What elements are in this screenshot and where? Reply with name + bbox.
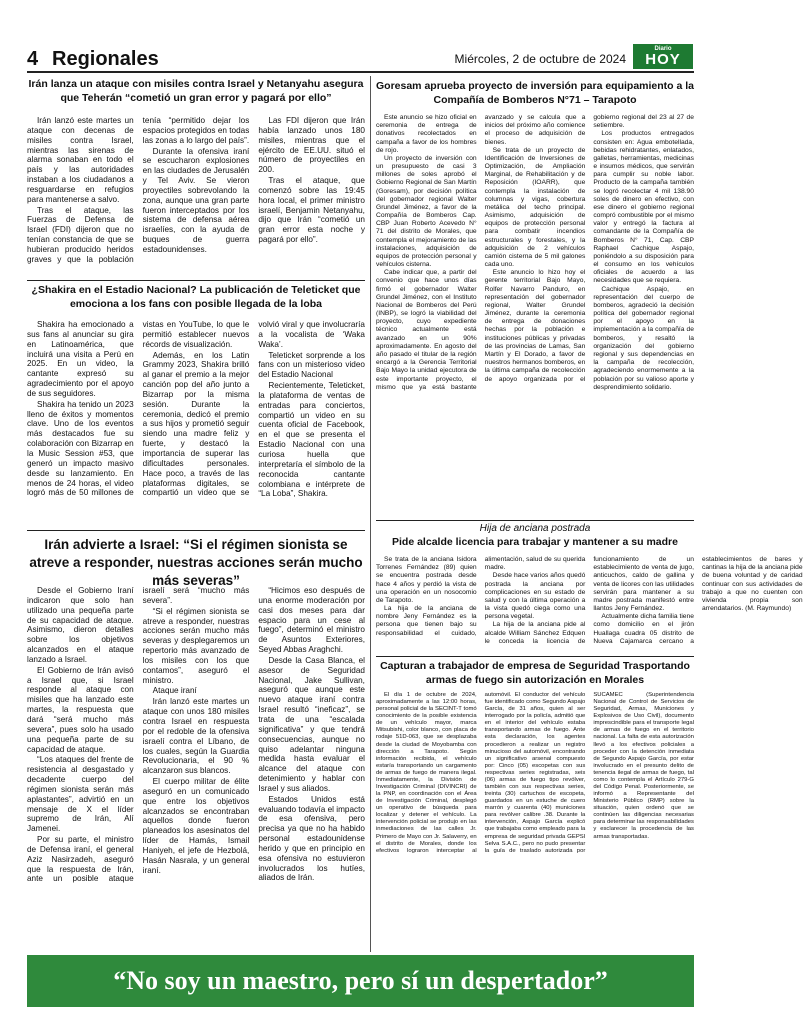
article4-headline: Goresam aprueba proyecto de inversión para equipamiento a la Compañía de Bomberos N°71 – Tarapoto — [376, 80, 695, 106]
article2-p4: Teleticket sorprende a los fans con un misterioso video del Estadio Nacional — [258, 350, 365, 380]
article4-p2: Un proyecto de inversión con un presupuesto de casi 3 millones de soles aprobó el Gobierno Regional de San Martín (Goresam), por decisión política del gobernador regional Walter Grundel Jiménez, a favor de la Compañía de Bomberos Cap. CBP Juan Roberto Acevedo N° 71 del distrito de Morales, que contempla el mejoramiento de las instalaciones, adquisición de equipos de protección personal y vehículos cisterna. — [376, 154, 477, 269]
article1-headline: Irán lanza un ataque con misiles contra Israel y Netanyahu asegura que Teherán “cometió un gran error y pagará por ello” — [28, 78, 364, 104]
article3-p11: Estados Unidos está evaluando todavía el impacto de esa ofensiva, pero precisa ya que no ha habido personal estadounidense herido y que en principio en esa ofensiva no estuvieron involucrados los hutíes, aliados de Irán. — [258, 794, 365, 883]
article5-headline: Pide alcalde licencia para trabajar y mantener a su madre — [392, 536, 678, 548]
article3-p9: “Hicimos eso después de una enorme moderación por casi dos meses para dar espacio para un cese al fuego”, determinó el ministro de Asuntos Exteriores, Seyed Abbas Araghchi. — [258, 586, 365, 655]
article4-p3: Cabe indicar que, a partir del convenio que hace unos días firmó el gobernador Walter Grundel Jiménez, con el Instituto Nacional de Bomberos del Perú (INBP), se logró la viabilidad del proyecto, cuyo expediente técnico actualmente está avanzado en un 90% aproximadamente. En agosto del año pasado el titular de la región encargó a la Gerencia Territorial Bajo Mayo la unidad ejecutora de este importante proyecto, el mismo que ya está bastante avanzado y se calcula que a inicios del próximo año comience el proceso de adquisición de bienes. — [376, 114, 586, 391]
article5-p4: La hija de la anciana pide al alcalde William Sánchez Edquen le conceda la licencia de funcionamiento de un establecimiento de venta de jugo, anticuchos, caldo de gallina y venta de licores con las utilidades servirán para mantener a su madre postrada manifestó entre llantos Jeny Fernández. — [484, 556, 694, 645]
article3-p5: “Si el régimen sionista se atreve a responder, nuestras acciones serán mucho más severas y desplegaremos un repertorio más avanzado de los misiles con los que contamos”, aseguró el ministro. — [142, 606, 250, 685]
article2-body — [27, 320, 365, 518]
article5-p5: Actualmente dicha familia tiene como domicilio en el jirón Huallaga cuadra 05 distrito de Nueva Cajamarca cercano a establecimientos de bares y cantinas la hija de la anciana pide de buena voluntad y de caridad continuar con sus actividades de trabajo a que no cuenten con vivienda propia son arrendatarios. (M. Raymundo) — [593, 556, 803, 645]
newspaper-logo — [633, 44, 693, 69]
article2-p2: Shakira ha tenido un 2023 lleno de éxitos y momentos clave. Uno de los eventos más destacados fue su colaboración con Bizarrap en la Music Session #53, que generó un impacto masivo desde su lanzamiento. En menos de 24 horas, el video logró más de 50 millones de vistas en YouTube, lo que le permitió establecer nuevos récords de visualización. — [27, 320, 250, 498]
article5-kicker: Hija de anciana postrada — [479, 523, 591, 534]
article2-p5: Recientemente, Teleticket, la plataforma de ventas de entradas para conciertos, compartió un video en su cuenta oficial de Facebook, en el que se presenta el Estadio Nacional con una curiosa huella que interpretaría el símbolo de la reconocida cantante colombiana e intérprete de “La Loba”, Shakira. — [258, 381, 365, 499]
logo-top-text: Diario — [654, 46, 672, 52]
article3-p1: Desde el Gobierno Iraní indicaron que solo han utilizado una pequeña parte de su capacidad de ataque. Asimismo, dieron detalles sobre los objetivos alcanzados en el ataque lanzado a Israel. — [27, 586, 134, 664]
article3-p7: Irán lanzó este martes un ataque con unos 180 misiles contra Israel en respuesta por el redoble de la ofensiva israelí contra el Líbano, de los cuales, según la Guardia Revolucionaria, el 90 % alcanzaron sus blancos. — [142, 697, 250, 776]
article4-p1: Este anuncio se hizo oficial en ceremonia de entrega de donativos recolectados en campaña a favor de los hombres de rojo. — [376, 114, 477, 154]
article1-p1: Irán lanzó este martes un ataque con decenas de misiles contra Israel, mientras las sirenas de alarma sonaban en todo el país y las autoridades instaban a los ciudadanos a resguardarse en refugios para mantenerse a salvo. — [27, 116, 134, 204]
article4-p7: Cachique Aspajo, en representación del cuerpo de bomberos, agradeció la decisión política del gobernador regional por el apoyo en la implementación a la compañía de bomberos, y resaltó la organización del gobierno regional y sus dependencias en la campaña de recolección, agradeciendo enormemente a la población por su valioso aporte y desprendimiento solidario. — [593, 285, 694, 391]
article3-p4: Por su parte, el ministro de Defensa iraní, el general Aziz Nasirzadeh, aseguró que la respuesta de Irán, ante un posible ataque israelí será “mucho más severa”. — [27, 586, 250, 884]
article2-headline: ¿Shakira en el Estadio Nacional? La publicación de Teleticket que emociona a los fans con posible llegada de la loba — [31, 284, 361, 310]
article2-p3: Además, en los Latin Grammy 2023, Shakira brilló al ganar el premio a la mejor canción pop del año junto a Bizarrap por la misma sesión. Durante la ceremonia, dedicó el premio a sus hijos y prometió seguir siendo una madre feliz y fuerte, y destacó la importancia de superar las dificultades personales. Hace poco, a través de las plataformas digitales, se compartió un video que se volvió viral y que involucraría a la vocalista de ‘Waka Waka’. — [142, 320, 365, 498]
quote-banner — [27, 955, 694, 1007]
article5-body — [376, 556, 803, 652]
article3-p8: El cuerpo militar de élite aseguró en un comunicado que entre los objetivos alcanzados se encontraban aquellos donde fueron planeados los asesinatos del líder de Hamás, Ismail Haniyeh, el jefe de Hezbolá, Hasán Nasrala, y un general iraní. — [142, 777, 250, 875]
article6-p1: El día 1 de octubre de 2024, aproximadamente a las 12:00 horas, personal policial de la SECINT-T tomó conocimiento de la posible existencia de un vehículo mayor, marca Mitsubishi, color blanco, con placa de rodaje 51D-063, que se desplazaba desde la ciudad de Moyobamba con dirección a Tarapoto. Según información recibida, el vehículo estaría transportando un cargamento de armas de fuego de manera ilegal. Inmediatamente, la División de Investigación Criminal (DIVINCRI) de la PNP, en coordinación con el Área de Investigación Criminal, desplegó un operativo de búsqueda para localizar y detener el vehículo. La intervención policial se produjo en las inmediaciones de las calles Jr. Primero de Mayo con Jr. Salaverry, en el distrito de Morales, donde los efectivos lograron interceptar al automóvil. El conductor del vehículo fue identificado como Segundo Aspajo García, de 31 años, quien al ser interrogado por la policía, admitió que en el interior del vehículo estaba transportando armas de fuego. Ante esta declaración, los agentes procedieron a realizar un registro minucioso del automóvil, encontrando un significativo arsenal compuesto por: Cinco (05) escopetas con sus respectivas series registradas, seis (06) armas de fuego tipo revólver, también con sus respectivas series, treinta (30) cartuchos de escopeta, guardados en un estuche de cuero marrón y cuarenta (40) municiones para revólver calibre .38. Durante la intervención, Aspajo García explicó que trabajaba como empleado para la empresa de seguridad privada GEPSI Selva S.A.C., pero no pudo presentar la guía de traslado autorizada por SUCAMEC (Superintendencia Nacional de Control de Servicios de Seguridad, Armas, Municiones y Explosivos de Uso Civil), documento imprescindible para el transporte legal de armas de fuego en el territorio nacional. La falta de esta autorización llevó a los efectivos policiales a proceder con la detención inmediata de Segundo Aspajo García, por estar involucrado en el presunto delito de tenencia ilegal de armas de fuego, tal como lo contempla el Artículo 279-G del Código Penal. Posteriormente, se informó a Representante del Ministerio Público (RMP) sobre la situación, quien ordenó que se continúen las diligencias necesarias para determinar las responsabilidades y esclarecer la procedencia de las armas transportadas. — [376, 692, 694, 854]
article1-p5: Tras el ataque, que comenzó sobre las 19:45 hora local, el primer ministro israelí, Benjamin Netanyahu, dijo que Irán “cometió un gran error esta noche y pagará por ello”. — [258, 176, 365, 245]
article1-body — [27, 116, 365, 274]
article4-p6: Los productos entregados consisten en: Agua embotellada, bebidas rehidratantes, enlatados, galletas, herramientas, medicinas e insumos médicos, que servirán para cumplir su noble labor. Producto de la campaña también se logró recolectar 4 mil 138.90 soles de dinero en efectivo, con ese dinero el gobierno regional compró combustible por el mismo valor y entregó la factura al comandante de la Compañía de Bomberos N° 71, Cap. CBP Raphael Cachique Aspajo, poniéndolo a su disposición para el consumo en los vehículos oficiales de acuerdo a las necesidades que se requiera. — [593, 130, 694, 285]
article5-p2: La hija de la anciana de nombre Jeny Fernández es la persona que tienen bajo su responsabilidad el cuidado, alimentación, salud de su querida madre. — [376, 556, 586, 637]
article1-p2: Tras el ataque, las Fuerzas de Defensa de Israel (FDI) dijeron que no tenían constancia de que se hubieran producido heridos graves y que la población tenía “permitido dejar los espacios protegidos en todas las zonas a lo largo del país”. — [27, 116, 250, 264]
rule-a5 — [376, 656, 694, 657]
article3-subhead: Ataque iraní — [152, 686, 197, 696]
issue-date: Miércoles, 2 de octubre de 2024 — [454, 52, 626, 66]
article3-p3: “Los ataques del frente de resistencia al desgastado y decadente cuerpo del régimen sionista serán más aplastantes”, advirtió en un mensaje de X el líder supremo de Irán, Alí Jamenei. — [27, 755, 134, 834]
article4-p5: Este anuncio lo hizo hoy el gerente territorial Bajo Mayo, Rolfer Navarro Panduro, en representación del gobernador regional, Walter Grundel Jiménez, durante la ceremonia de entrega de donaciones hechas por la población e instituciones públicas y privadas de las provincias de Lamas, San Martín y El Dorado, a favor de nuestros hermanos bomberos, en la última campaña de recolección de apoyo organizada por el gobierno regional del 23 al 27 de setiembre. — [484, 114, 694, 383]
rule-a4 — [376, 520, 694, 521]
section-title: Regionales — [52, 48, 159, 70]
article4-p4: Se trata de un proyecto de Identificación de Inversiones de Optimización, de Ampliación Marginal, de Rehabilitación y de Reposición (IOARR), que contempla la instalación de columnas y vigas, cobertura metálica del techo principal. Asimismo, adquisición de equipos de protección personal para combatir incendios estructurales y forestales, y la adquisición de 2 vehículos camión cisterna de 5 mil galones cada uno. — [484, 146, 586, 269]
article6-headline: Capturan a trabajador de empresa de Seguridad Trasportando armas de fuego sin autorización en Morales — [380, 660, 690, 686]
rule-a2 — [27, 530, 365, 531]
article2-p1: Shakira ha emocionado a sus fans al anunciar su gira en Latinoamérica, que incluirá una visita a Perú en 2025. En un video, la cantante expresó su agradecimiento por el apoyo de sus seguidores. — [27, 320, 134, 398]
logo-main-text: HOY — [645, 51, 681, 68]
column-divider — [370, 76, 371, 952]
article1-p3: Durante la ofensiva iraní se escucharon explosiones en las ciudades de Jerusalén y Tel Aviv. Se vieron proyectiles sobrevolando la zona, aunque una gran parte fueron interceptados por los sistema de defensa aérea israelíes, con la ayuda de buques de guerra estadounidenses. — [142, 146, 250, 254]
header-rule — [27, 71, 694, 73]
page-number: 4 — [27, 48, 39, 70]
article3-p2: El Gobierno de Irán avisó a Israel que, si Israel responde al ataque con misiles que ha lanzado este martes, la respuesta que dará “será mucho más severa”, pues solo ha usado una pequeña parte de su capacidad de ataque. — [27, 665, 134, 754]
article4-body — [376, 114, 694, 444]
article5-p1: Se trata de la anciana Isidora Torrenes Fernández (89) quien se encuentra postrada desde hace 4 años y perdió la vista de una operación en un nosocomio de Tarapoto. — [376, 556, 477, 604]
banner-quote: “No soy un maestro, pero sí un despertador” — [113, 966, 608, 995]
article3-body — [27, 586, 365, 946]
article1-p4: Las FDI dijeron que Irán había lanzado unos 180 misiles, mientras que el ejército de EE.UU. situó el número de proyectiles en 200. — [258, 116, 365, 175]
article3-p10: Desde la Casa Blanca, el asesor de Seguridad Nacional, Jake Sullivan, aseguró que aunque este nuevo ataque iraní contra Israel resultó “ineficaz”, se trata de una “escalada significativa” y que tendrá consecuencias, aunque no quiso adelantar ninguna medida hasta evaluar el alcance del ataque con detenimiento y hablar con Israel y sus aliados. — [258, 655, 365, 793]
rule-a1 — [27, 280, 365, 281]
article6-body — [376, 692, 694, 948]
article5-p3: Desde hace varios años quedó postrada la anciana por complicaciones en su estado de salud y con la última operación a la vista quedó ciega como una persona vegetal. — [484, 572, 586, 621]
article3-headline: Irán advierte a Israel: “Si el régimen sionista se atreve a responder, nuestras acciones serán mucho más severas” — [29, 537, 363, 588]
